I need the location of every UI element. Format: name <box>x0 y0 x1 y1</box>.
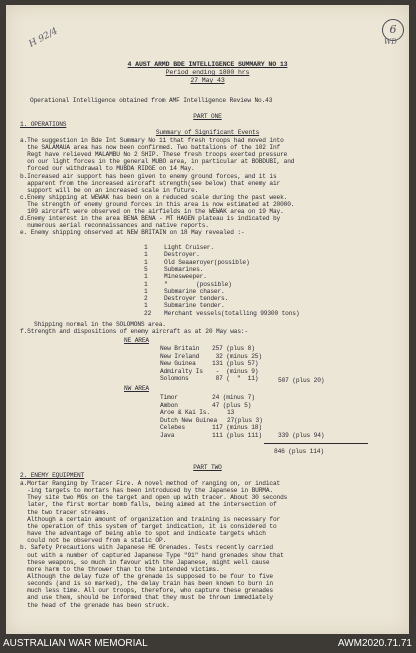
equipment-line: these weapons, so much in favour with the Japanese, might well cause <box>20 558 270 566</box>
period-line: Period ending 1800 hrs <box>165 69 250 76</box>
footer-institution: AUSTRALIAN WAR MEMORIAL <box>3 638 148 649</box>
equipment-line: b. Safety Precautions with Japanese HE Grenades. Tests recently carried <box>20 544 273 552</box>
operations-line: e. Enemy shipping observed at NEW BRITAIN on 18 May revealed :- <box>20 229 245 237</box>
aircraft-location: Solomons <box>160 375 189 383</box>
date-line: 27 May 43 <box>190 77 225 84</box>
aircraft-count: 32 (minus 25) <box>212 352 262 360</box>
operations-line: c.Enemy shipping at WEWAK has been on a reduced scale during the past week. <box>20 193 288 201</box>
ne-area-total: 507 (plus 20) <box>278 377 325 384</box>
part-one-heading: PART ONE <box>193 113 222 120</box>
operations-heading: 1. OPERATIONS <box>20 121 67 128</box>
aircraft-count: 257 (plus 8) <box>212 345 255 352</box>
shipping-quantity: 22 <box>144 309 152 317</box>
shipping-item: Light Cruiser. <box>164 244 214 251</box>
aircraft-count: 87 ( " 11) <box>212 375 259 383</box>
aircraft-location: Java <box>160 432 175 439</box>
aircraft-location: Timor <box>160 394 178 401</box>
operations-line: the SALAMAUA area has now been confirmed. Two battalions of the 102 Inf <box>20 144 281 152</box>
shipping-quantity: 1 <box>144 251 148 259</box>
operations-line: d.Enemy interest in the area BENA BENA - MT HAGEN plateau is indicated by <box>20 215 281 223</box>
aircraft-location: Celebes <box>160 424 185 432</box>
handwritten-initials: WD <box>384 38 397 46</box>
operations-line: on our light forces in the general MUBO area, in particular at BOBDUBI, and <box>20 158 295 166</box>
equipment-line: Although the delay fuze of the grenade is supposed to be four to five <box>20 572 273 580</box>
aircraft-count: 111 (plus 111) <box>212 432 262 439</box>
summary-title: 4 AUST ARMD BDE INTELLIGENCE SUMMARY NO 13 <box>127 61 288 68</box>
total-rule <box>264 443 368 444</box>
shipping-item: Submarine chaser. <box>164 287 225 295</box>
document-page <box>6 5 409 634</box>
equipment-line: out with a number of captured Japanese Type "91" hand grenades show that <box>20 551 284 559</box>
shipping-item: Destroyer. <box>164 251 200 259</box>
equipment-line: more harm to the thrower than to the intended victims. <box>20 565 220 573</box>
shipping-item: Submarines. <box>164 265 204 273</box>
ne-area-label: NE AREA <box>124 337 149 344</box>
aircraft-count: 13 <box>227 409 235 417</box>
shipping-quantity: 5 <box>144 265 148 273</box>
operations-line: Regt have relieved MALAMBU No 2 SHIP. These fresh troops exerted pressure <box>20 151 288 159</box>
shipping-quantity: 1 <box>144 280 148 288</box>
equipment-line: a.Mortar Ranging by Tracer Fire. A novel method of ranging on, or indicat <box>20 480 281 487</box>
shipping-item: Submarine tender. <box>164 302 225 310</box>
operations-line: 109 aircraft were observed on the airfields in the WEWAK area on 19 May. <box>20 208 284 215</box>
aircraft-location: Dutch New Guinea <box>160 416 218 424</box>
shipping-item: Old Seaaeroyer(possible) <box>164 258 250 266</box>
intro-line: Operational Intelligence obtained from AMF Intelligence Review No.43 <box>30 97 273 104</box>
summary-subheading: Summary of Significant Events <box>155 129 260 136</box>
operations-line: b.Increased air support has been given to enemy ground forces, and it is <box>20 172 277 180</box>
operations-line: support will be on an increased scale in future. <box>20 186 199 194</box>
footer-accession-number: AWM2020.71.71 <box>337 638 412 649</box>
nw-area-label: NW AREA <box>124 385 149 392</box>
aircraft-count: 131 (plus 57) <box>212 360 259 368</box>
operations-line: The strength of enemy ground forces in this area is now estimated at 20000. <box>20 200 295 208</box>
shipping-item: Minesweeper. <box>164 273 207 281</box>
grand-total: 846 (plus 114) <box>274 448 324 455</box>
aircraft-location: Ambon <box>160 401 178 409</box>
handwritten-annotation: H 92/4 <box>27 26 60 50</box>
equipment-line: have the advantage of being able to spot and indicate targets which <box>20 530 266 538</box>
circled-page-number: 6 <box>382 19 404 41</box>
aircraft-location: New Guinea <box>160 360 196 368</box>
aircraft-count: - (minus 9) <box>212 367 259 375</box>
nw-area-total: 339 (plus 94) <box>278 432 325 439</box>
shipping-quantity: 1 <box>144 244 148 251</box>
shipping-quantity: 1 <box>144 258 148 266</box>
aircraft-intro: f.Strength and dispositions of enemy aircraft as at 20 May was:- <box>20 328 249 335</box>
aircraft-count: 27(plus 3) <box>227 416 263 424</box>
equipment-line: later, the first mortar bomb falls, being aimed at the intersection of <box>20 501 277 509</box>
equipment-line: the head of the grenade has been struck. <box>20 601 170 609</box>
equipment-line: the operation of this system of target indication, it is considered to <box>20 522 277 530</box>
aircraft-count: 117 (minus 18) <box>212 424 262 432</box>
aircraft-count: 24 (minus 7) <box>212 394 255 401</box>
equipment-line: much less time. All our troops, therefore, who capture these grenades <box>20 587 273 595</box>
equipment-line: Although a certain amount of organization and training is necessary for <box>20 515 281 523</box>
equipment-heading: 2. ENEMY EQUIPMENT <box>20 472 85 479</box>
operations-line: a.The suggestion in Bde Int Summary No 11 that fresh troops had moved into <box>20 137 284 144</box>
shipping-item: Merchant vessels(totalling 99300 tons) <box>164 309 300 317</box>
part-two-heading: PART TWO <box>193 464 222 471</box>
shipping-quantity: 1 <box>144 287 148 295</box>
aircraft-location: New Britain <box>160 345 200 352</box>
shipping-item: Destroyer tenders. <box>164 295 229 303</box>
aircraft-count: 47 (plus 5) <box>212 401 252 409</box>
equipment-line: could not be observed from a static OP. <box>20 537 167 545</box>
equipment-line: seconds (and is so marked), the delay train has been known to burn in <box>20 580 273 588</box>
shipping-quantity: 2 <box>144 295 148 303</box>
aircraft-location: New Ireland <box>160 352 200 360</box>
equipment-line: and use them, should be informed that they must be thrown immediately <box>20 594 273 602</box>
operations-line: forced our withdrawal to MUBDA RIDGE on 14 May. <box>20 165 195 173</box>
equipment-line: They site two MGs on the target and open up with tracer. About 30 seconds <box>20 494 288 502</box>
shipping-quantity: 1 <box>144 302 148 310</box>
shipping-quantity: 1 <box>144 273 148 281</box>
equipment-line: -ing targets to mortars has been introduced by the Japanese in BURMA. <box>20 487 273 495</box>
aircraft-location: Aroe & Kai Is. <box>160 409 210 417</box>
aircraft-location: Admiralty Is <box>160 367 203 375</box>
operations-line: numerous aerial reconnaissances and native reports. <box>20 222 209 230</box>
equipment-line: the two tracer streams. <box>20 508 110 516</box>
operations-line: apparent from the increased aircraft strength(see below) that enemy air <box>20 179 281 187</box>
shipping-item: " (possible) <box>164 280 232 288</box>
shipping-note: Shipping normal in the SOLOMONS area. <box>34 321 166 328</box>
